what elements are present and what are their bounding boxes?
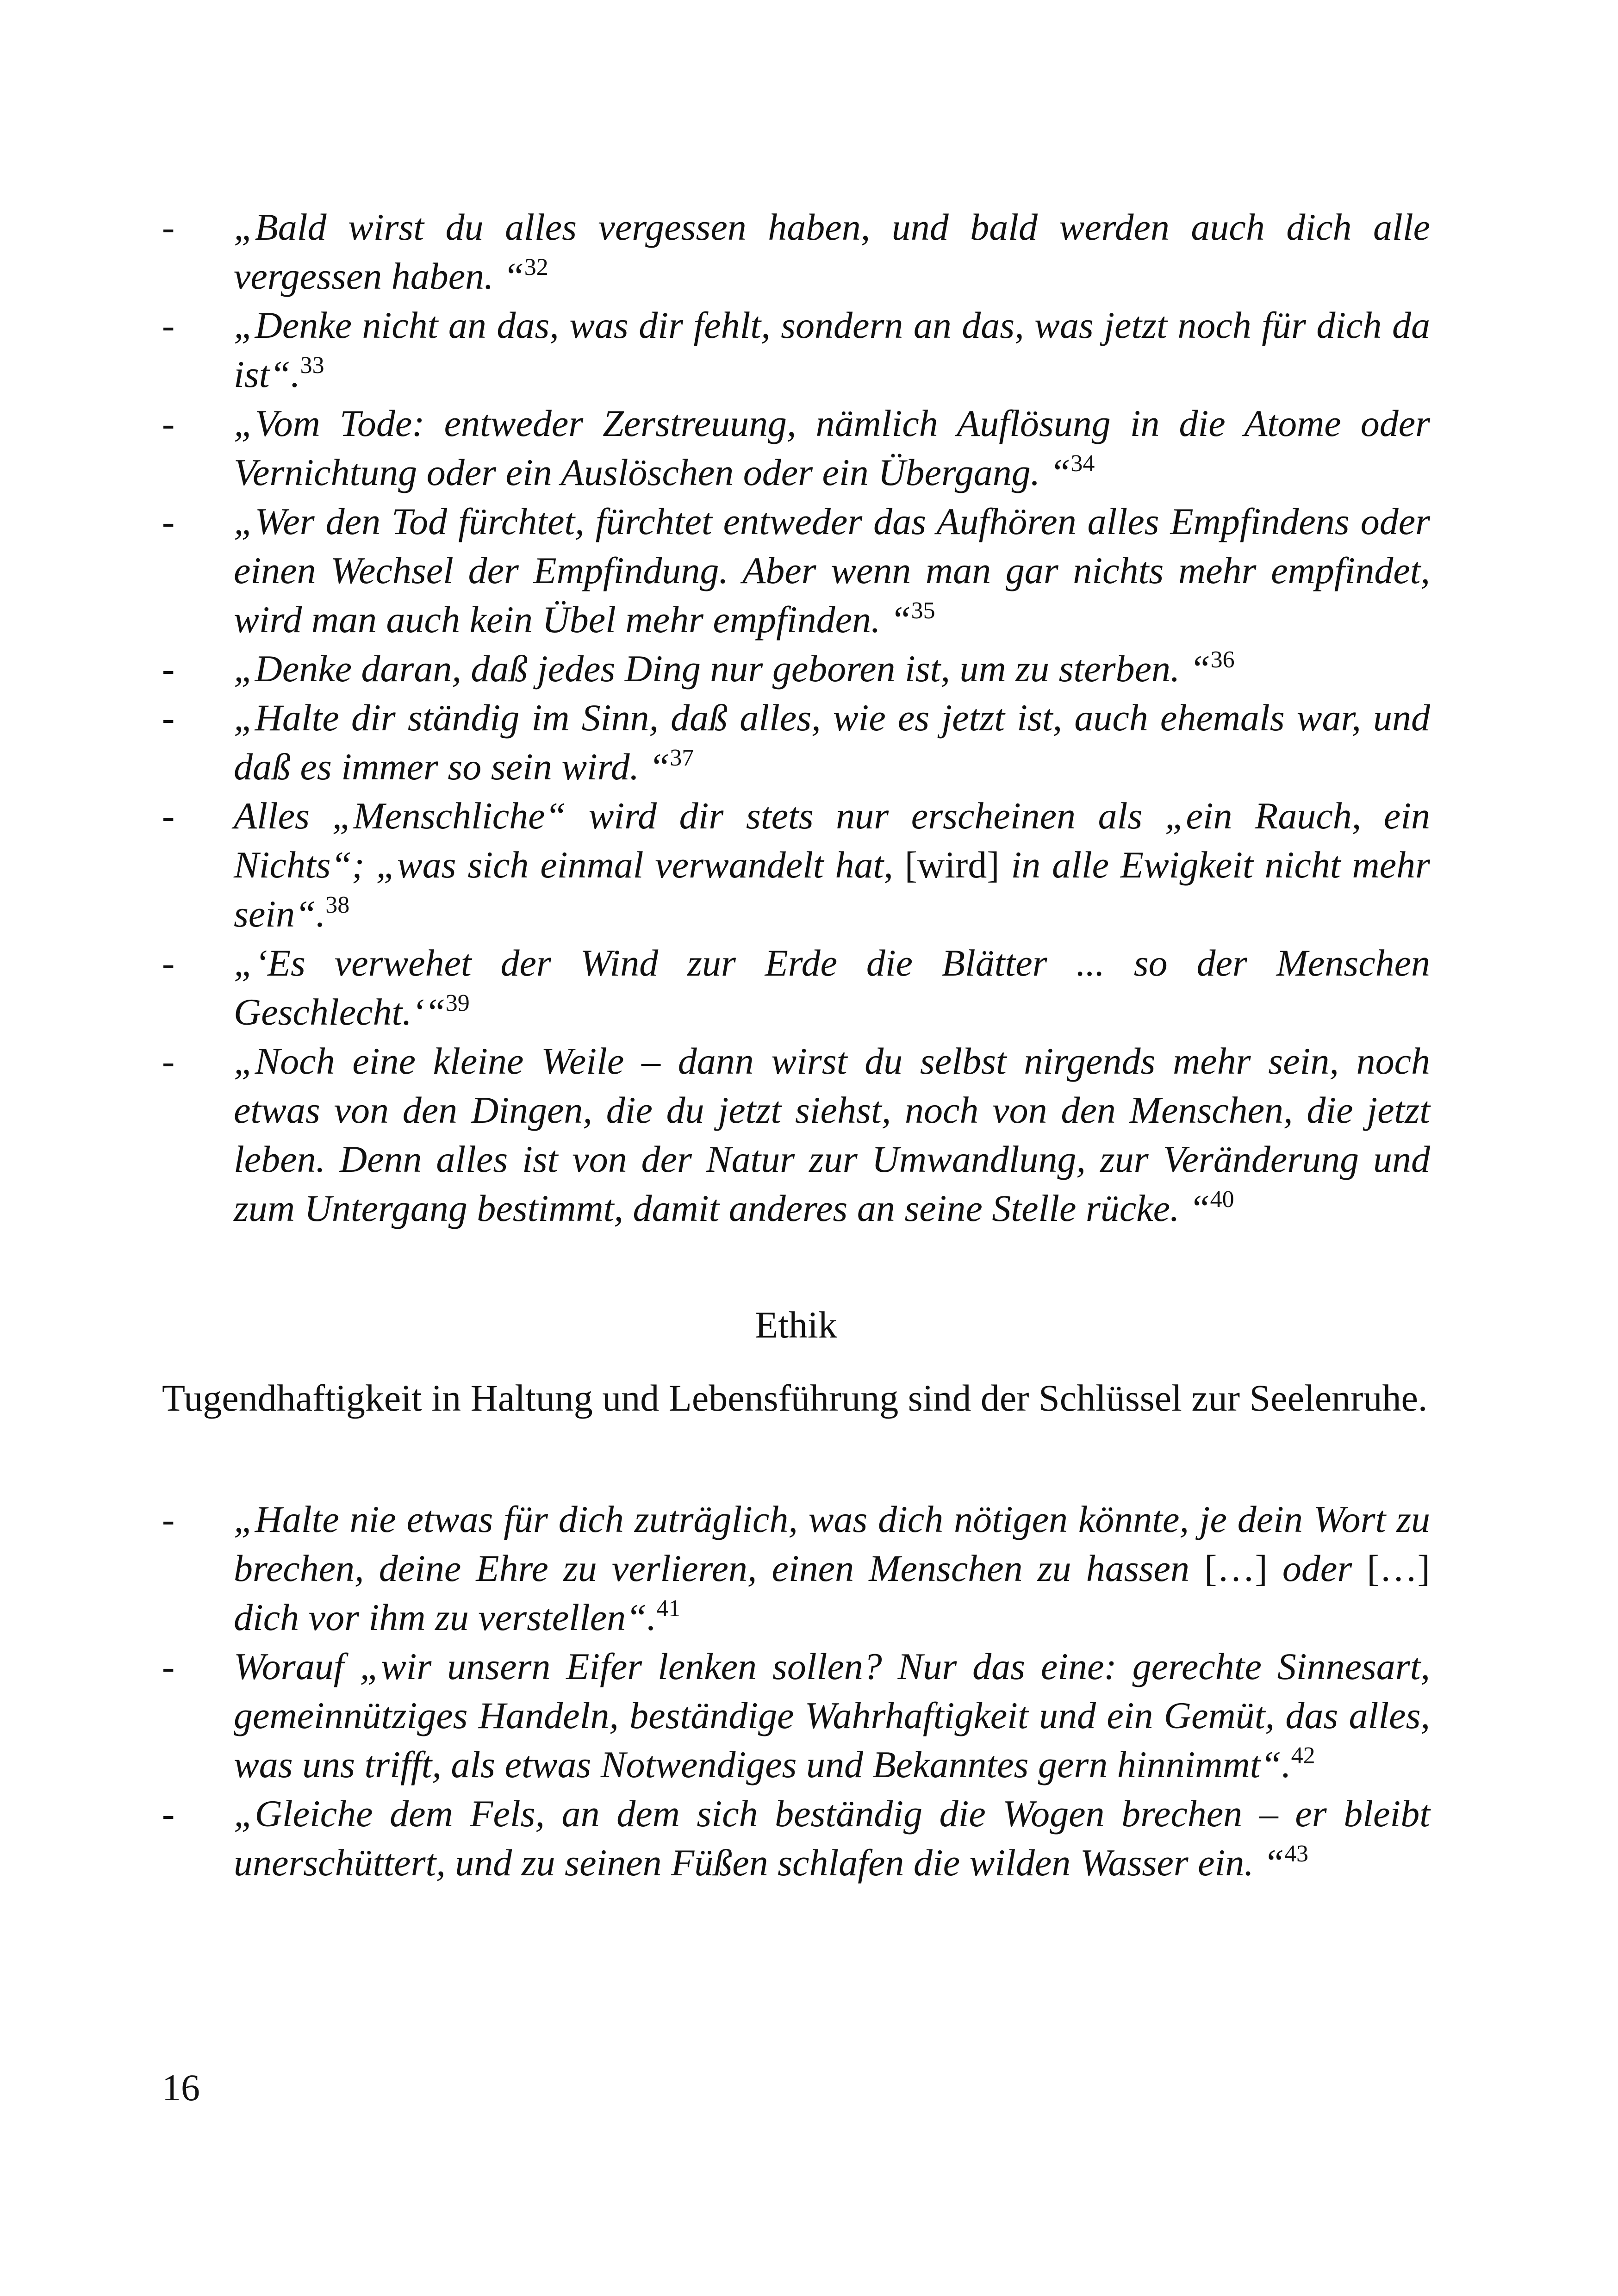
list-dash: - [162, 795, 175, 837]
quote-text-part: dich vor ihm zu verstellen“. [234, 1596, 657, 1638]
editorial-ellipsis: […] [1367, 1547, 1430, 1589]
quote-text: „Denke daran, daß jedes Ding nur geboren ist, um zu sterben. “ [234, 647, 1211, 690]
quote-item [162, 939, 1430, 1037]
quote-text-part: oder [1267, 1547, 1367, 1589]
footnote-marker: 34 [1070, 450, 1095, 477]
footnote-marker: 37 [670, 745, 694, 771]
quote-item [162, 1789, 1430, 1887]
page-number: 16 [162, 2066, 200, 2109]
footnote-marker: 33 [300, 352, 324, 379]
quote-list-death [162, 203, 1430, 1233]
list-dash: - [162, 500, 175, 542]
quote-item [162, 301, 1430, 399]
list-dash: - [162, 1498, 175, 1540]
quote-item [162, 1037, 1430, 1233]
list-dash: - [162, 1040, 175, 1082]
quote-item [162, 644, 1430, 693]
quote-text-part: Alles „Menschliche“ wird dir stets nur erscheinen als „ein Rauch, ein Nichts“; „was sich einmal verwandelt hat, [234, 795, 1430, 886]
list-dash: - [162, 402, 175, 444]
quote-item [162, 1495, 1430, 1642]
editorial-insertion: [wird] [904, 844, 1000, 886]
quote-text [234, 1498, 1430, 1638]
quote-list-ethics [162, 1495, 1430, 1887]
quote-text: „Denke nicht an das, was dir fehlt, sondern an das, was jetzt noch für dich da ist“. [234, 304, 1430, 395]
quote-text-part: in alle Ewigkeit nicht mehr sein“. [234, 844, 1430, 935]
quote-text: „Wer den Tod fürchtet, fürchtet entweder das Aufhören alles Empfindens oder einen Wechsel der Empfindung. Aber wenn man gar nichts mehr empfindet, wird man auch kein Übel mehr empfinden. “ [234, 500, 1430, 641]
quote-text: „Vom Tode: entweder Zerstreuung, nämlich Auflösung in die Atome oder Vernichtung oder ein Auslöschen oder ein Übergang. “ [234, 402, 1430, 493]
footnote-marker: 43 [1284, 1841, 1308, 1867]
footnote-marker: 38 [325, 892, 350, 918]
quote-text [234, 795, 1430, 935]
list-dash: - [162, 647, 175, 690]
list-dash: - [162, 1645, 175, 1687]
footnote-marker: 32 [524, 254, 548, 280]
quote-item [162, 497, 1430, 644]
list-dash: - [162, 1792, 175, 1835]
footnote-marker: 36 [1210, 647, 1235, 673]
list-dash: - [162, 942, 175, 984]
quote-text-part: „Halte nie etwas für dich zuträglich, was dich nötigen könnte, je dein Wort zu brechen, deine Ehre zu verlieren, einen Menschen zu hassen [234, 1498, 1430, 1589]
quote-text: „Halte dir ständig im Sinn, daß alles, wie es jetzt ist, auch ehemals war, und daß es immer so sein wird. “ [234, 697, 1430, 788]
footnote-marker: 40 [1210, 1186, 1234, 1213]
list-dash: - [162, 697, 175, 739]
footnote-marker: 39 [445, 990, 470, 1016]
list-dash: - [162, 304, 175, 346]
intro-paragraph: Tugendhaftigkeit in Haltung und Lebensführung sind der Schlüssel zur Seelenruhe. [162, 1377, 1428, 1419]
section-heading: Ethik [755, 1304, 837, 1346]
quote-item [162, 791, 1430, 939]
quote-text: „Noch eine kleine Weile – dann wirst du selbst nirgends mehr sein, noch etwas von den Dingen, die du jetzt siehst, noch von den Menschen, die jetzt leben. Denn alles ist von der Natur zur Umwandlung, zur Veränderung und zum Untergang bestimmt, damit anderes an seine Stelle rücke. “ [234, 1040, 1430, 1229]
quote-text: „Gleiche dem Fels, an dem sich beständig die Wogen brechen – er bleibt unerschüttert, und zu seinen Füßen schlafen die wilden Wasser ein. “ [234, 1792, 1430, 1884]
editorial-ellipsis: […] [1204, 1547, 1268, 1589]
list-dash: - [162, 206, 175, 248]
footnote-marker: 35 [911, 597, 935, 624]
footnote-marker: 42 [1291, 1742, 1315, 1769]
quote-item [162, 1642, 1430, 1789]
quote-text: Worauf „wir unsern Eifer lenken sollen? Nur das eine: gerechte Sinnesart, gemeinnütziges Handeln, beständige Wahrhaftigkeit und ein Gemüt, das alles, was uns trifft, als etwas Notwendiges und Bekanntes gern hinnimmt“. [234, 1645, 1430, 1786]
quote-item [162, 399, 1430, 497]
footnote-marker: 41 [656, 1595, 681, 1622]
quote-text: „‘Es verwehet der Wind zur Erde die Blätter ... so der Menschen Geschlecht.‘“ [234, 942, 1430, 1033]
quote-item [162, 203, 1430, 301]
quote-text: „Bald wirst du alles vergessen haben, und bald werden auch dich alle vergessen haben. “ [234, 206, 1430, 297]
quote-item [162, 693, 1430, 791]
